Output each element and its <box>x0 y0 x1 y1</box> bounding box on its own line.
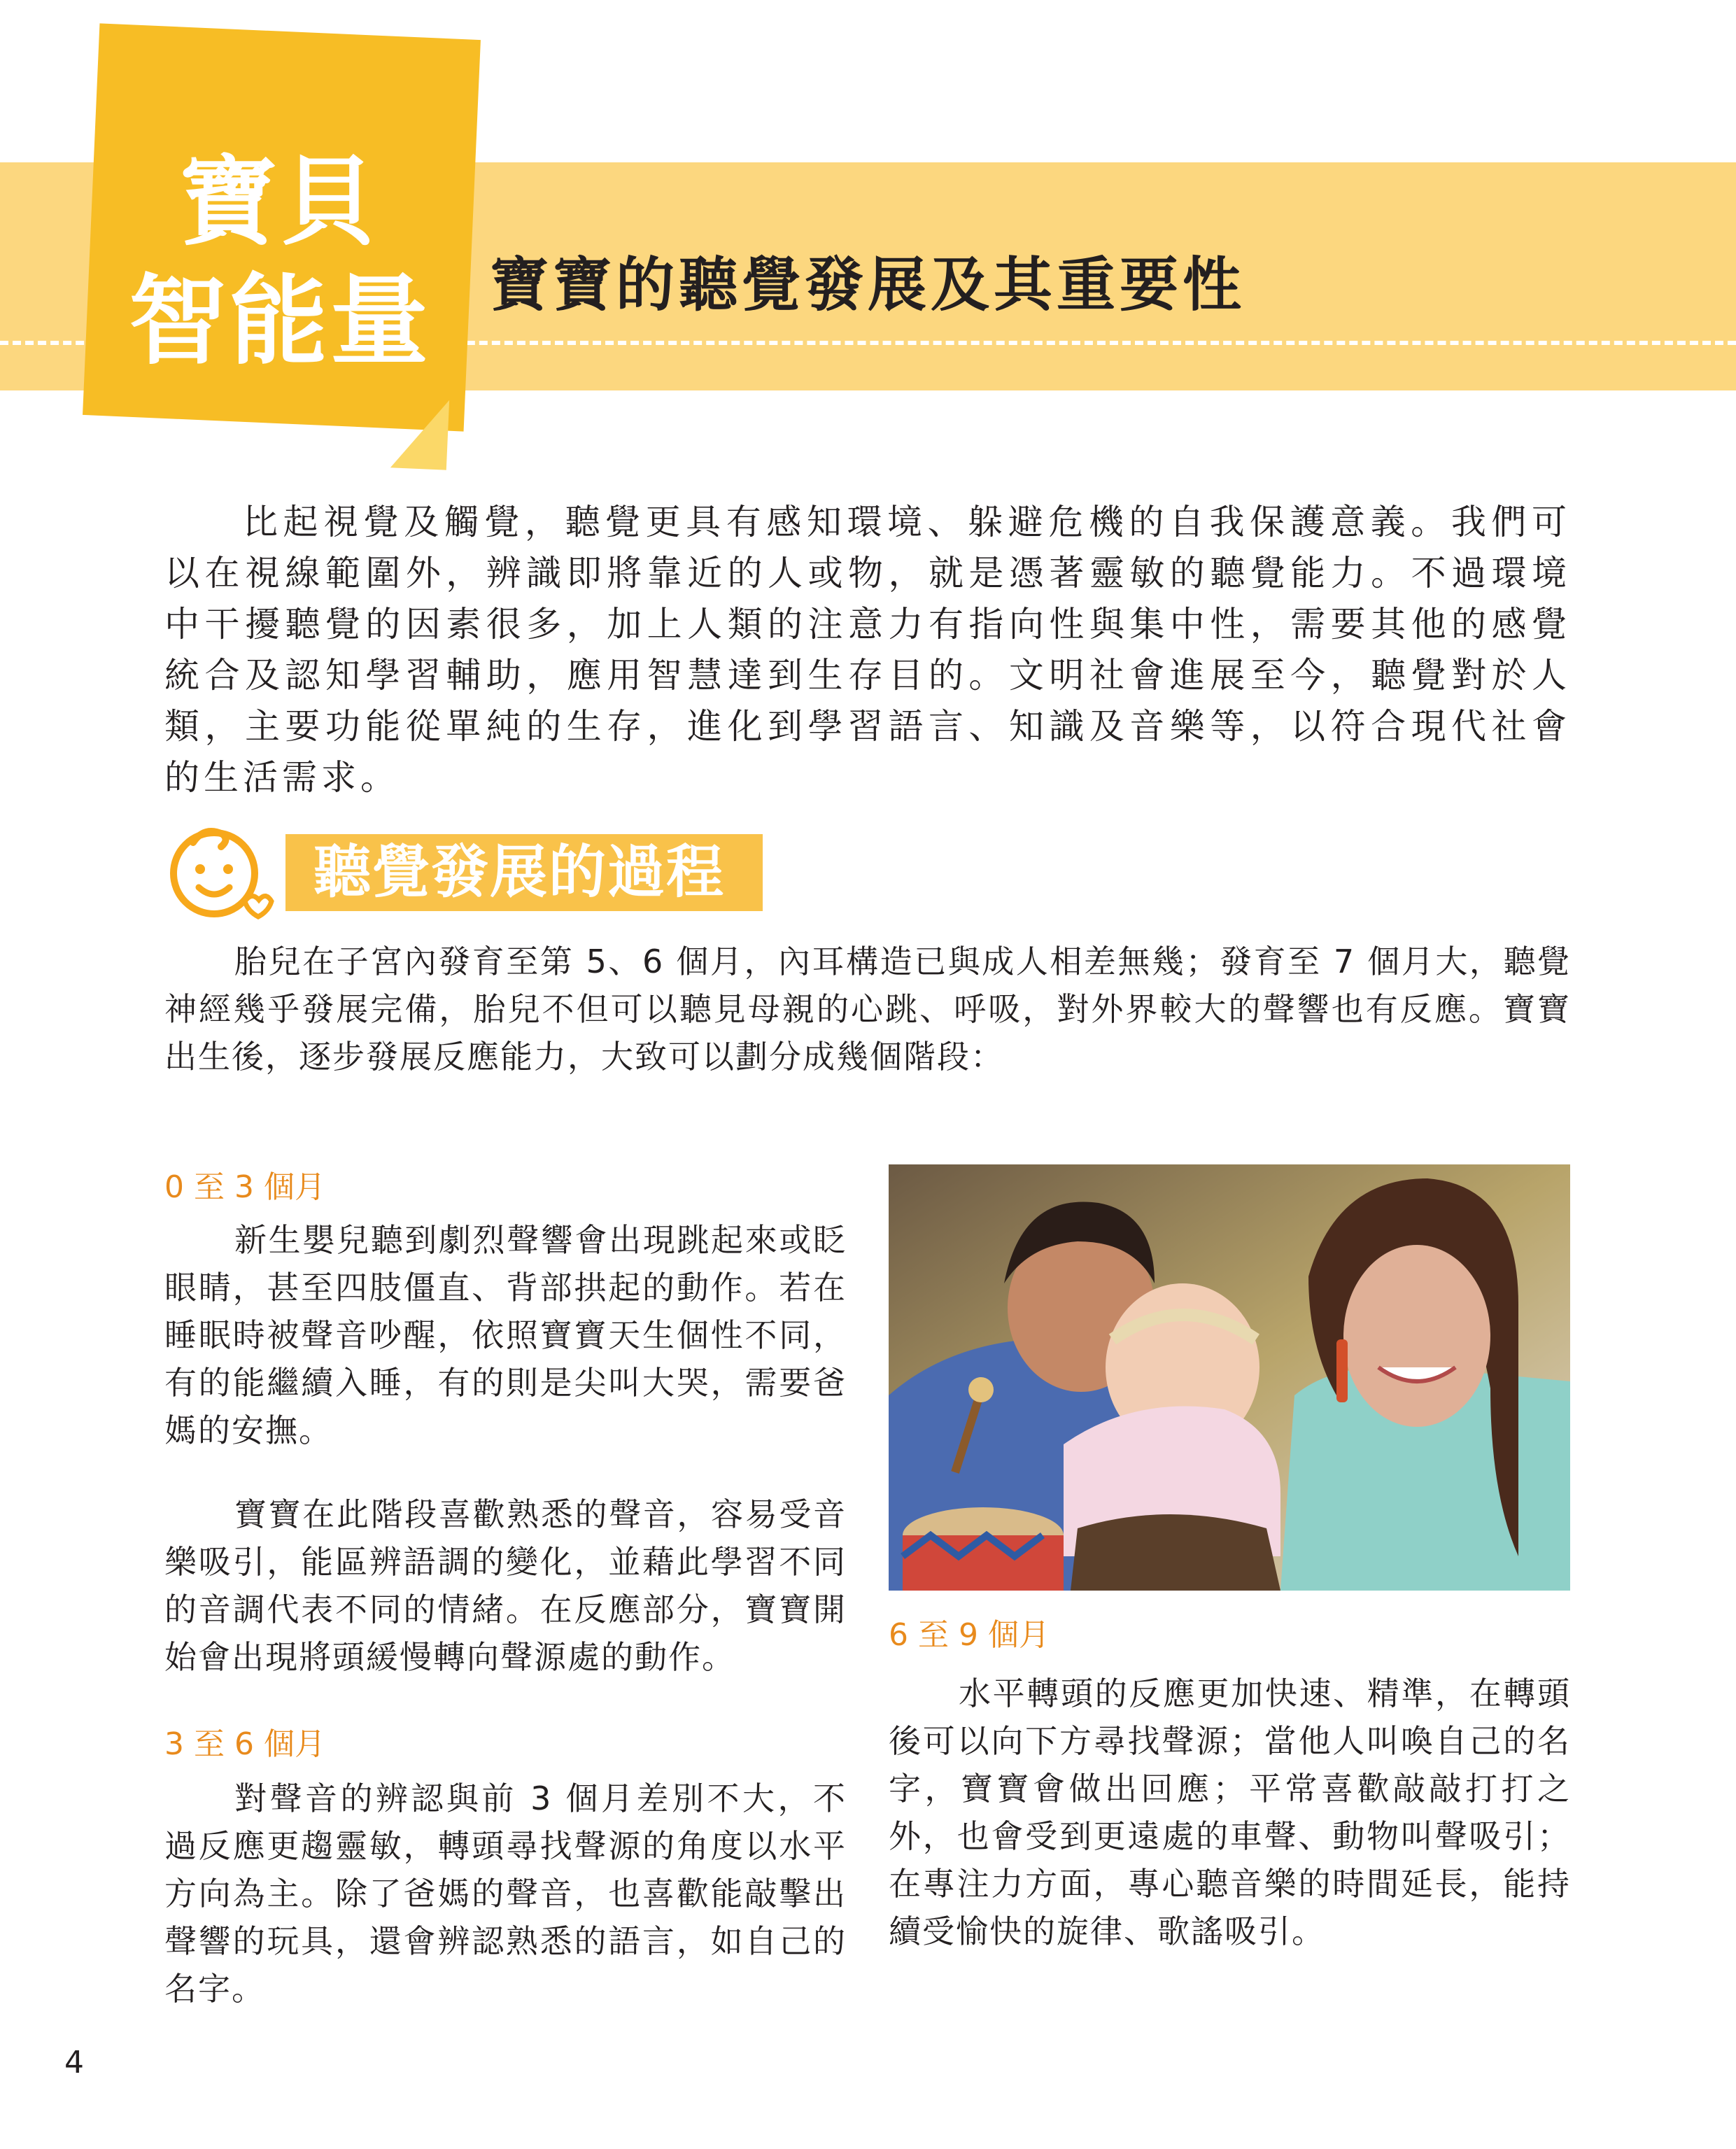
stage-3-6-paragraph: 對聲音的辨認與前 3 個月差別不大，不過反應更趨靈敏，轉頭尋找聲源的角度以水平方向為主。除了爸媽的聲音，也喜歡能敲擊出聲響的玩具，還會辨認熟悉的語言，如自己的名字。 <box>164 1780 847 2008</box>
page-title: 寶寶的聽覺發展及其重要性 <box>490 251 1246 319</box>
badge-line-1: 寶貝 <box>178 146 381 260</box>
stage-3-6-title: 3 至 6 個月 <box>164 1726 325 1762</box>
badge-text <box>105 143 455 381</box>
page-number: 4 <box>64 2045 84 2080</box>
stage-0-3-paragraph-1: 新生嬰兒聽到劇烈聲響會出現跳起來或眨眼睛，甚至四肢僵直、背部拱起的動作。若在睡眠時被聲音吵醒，依照寶寶天生個性不同，有的能繼續入睡，有的則是尖叫大哭，需要爸媽的安撫。 <box>164 1221 847 1449</box>
section-heading: 聽覺發展的過程 <box>313 839 726 906</box>
stage-0-3-title: 0 至 3 個月 <box>164 1169 325 1205</box>
baby-face-icon <box>162 819 274 924</box>
stage-6-9-paragraph: 水平轉頭的反應更加快速、精準，在轉頭後可以向下方尋找聲源；當他人叫喚自己的名字，寶寶會做出回應；平常喜歡敲敲打打之外，也會受到更遠處的車聲、動物叫聲吸引；在專注力方面，專心聽音樂的時間延長，能持續受愉快的旋律、歌謠吸引。 <box>889 1675 1571 1950</box>
section-paragraph: 胎兒在子宮內發育至第 5、6 個月，內耳構造已與成人相差無幾；發育至 7 個月大，聽覺神經幾乎發展完備，胎兒不但可以聽見母親的心跳、呼吸，對外界較大的聲響也有反應。寶寶出生後，逐步發展反應能力，大致可以劃分成幾個階段： <box>164 943 1571 1076</box>
stage-6-9-title: 6 至 9 個月 <box>889 1617 1050 1653</box>
family-photo <box>889 1164 1570 1591</box>
stage-0-3-paragraph-2: 寶寶在此階段喜歡熟悉的聲音，容易受音樂吸引，能區辨語調的變化，並藉此學習不同的音調代表不同的情緒。在反應部分，寶寶開始會出現將頭緩慢轉向聲源處的動作。 <box>164 1495 847 1676</box>
intro-paragraph: 比起視覺及觸覺，聽覺更具有感知環境、躲避危機的自我保護意義。我們可以在視線範圍外，辨識即將靠近的人或物，就是憑著靈敏的聽覺能力。不過環境中干擾聽覺的因素很多，加上人類的注意力有指向性與集中性，需要其他的感覺統合及認知學習輔助，應用智慧達到生存目的。文明社會進展至今，聽覺對於人類，主要功能從單純的生存，進化到學習語言、知識及音樂等，以符合現代社會的生活需求。 <box>164 502 1571 798</box>
sticky-note-fold <box>390 397 449 470</box>
badge-line-2: 智能量 <box>128 265 431 379</box>
